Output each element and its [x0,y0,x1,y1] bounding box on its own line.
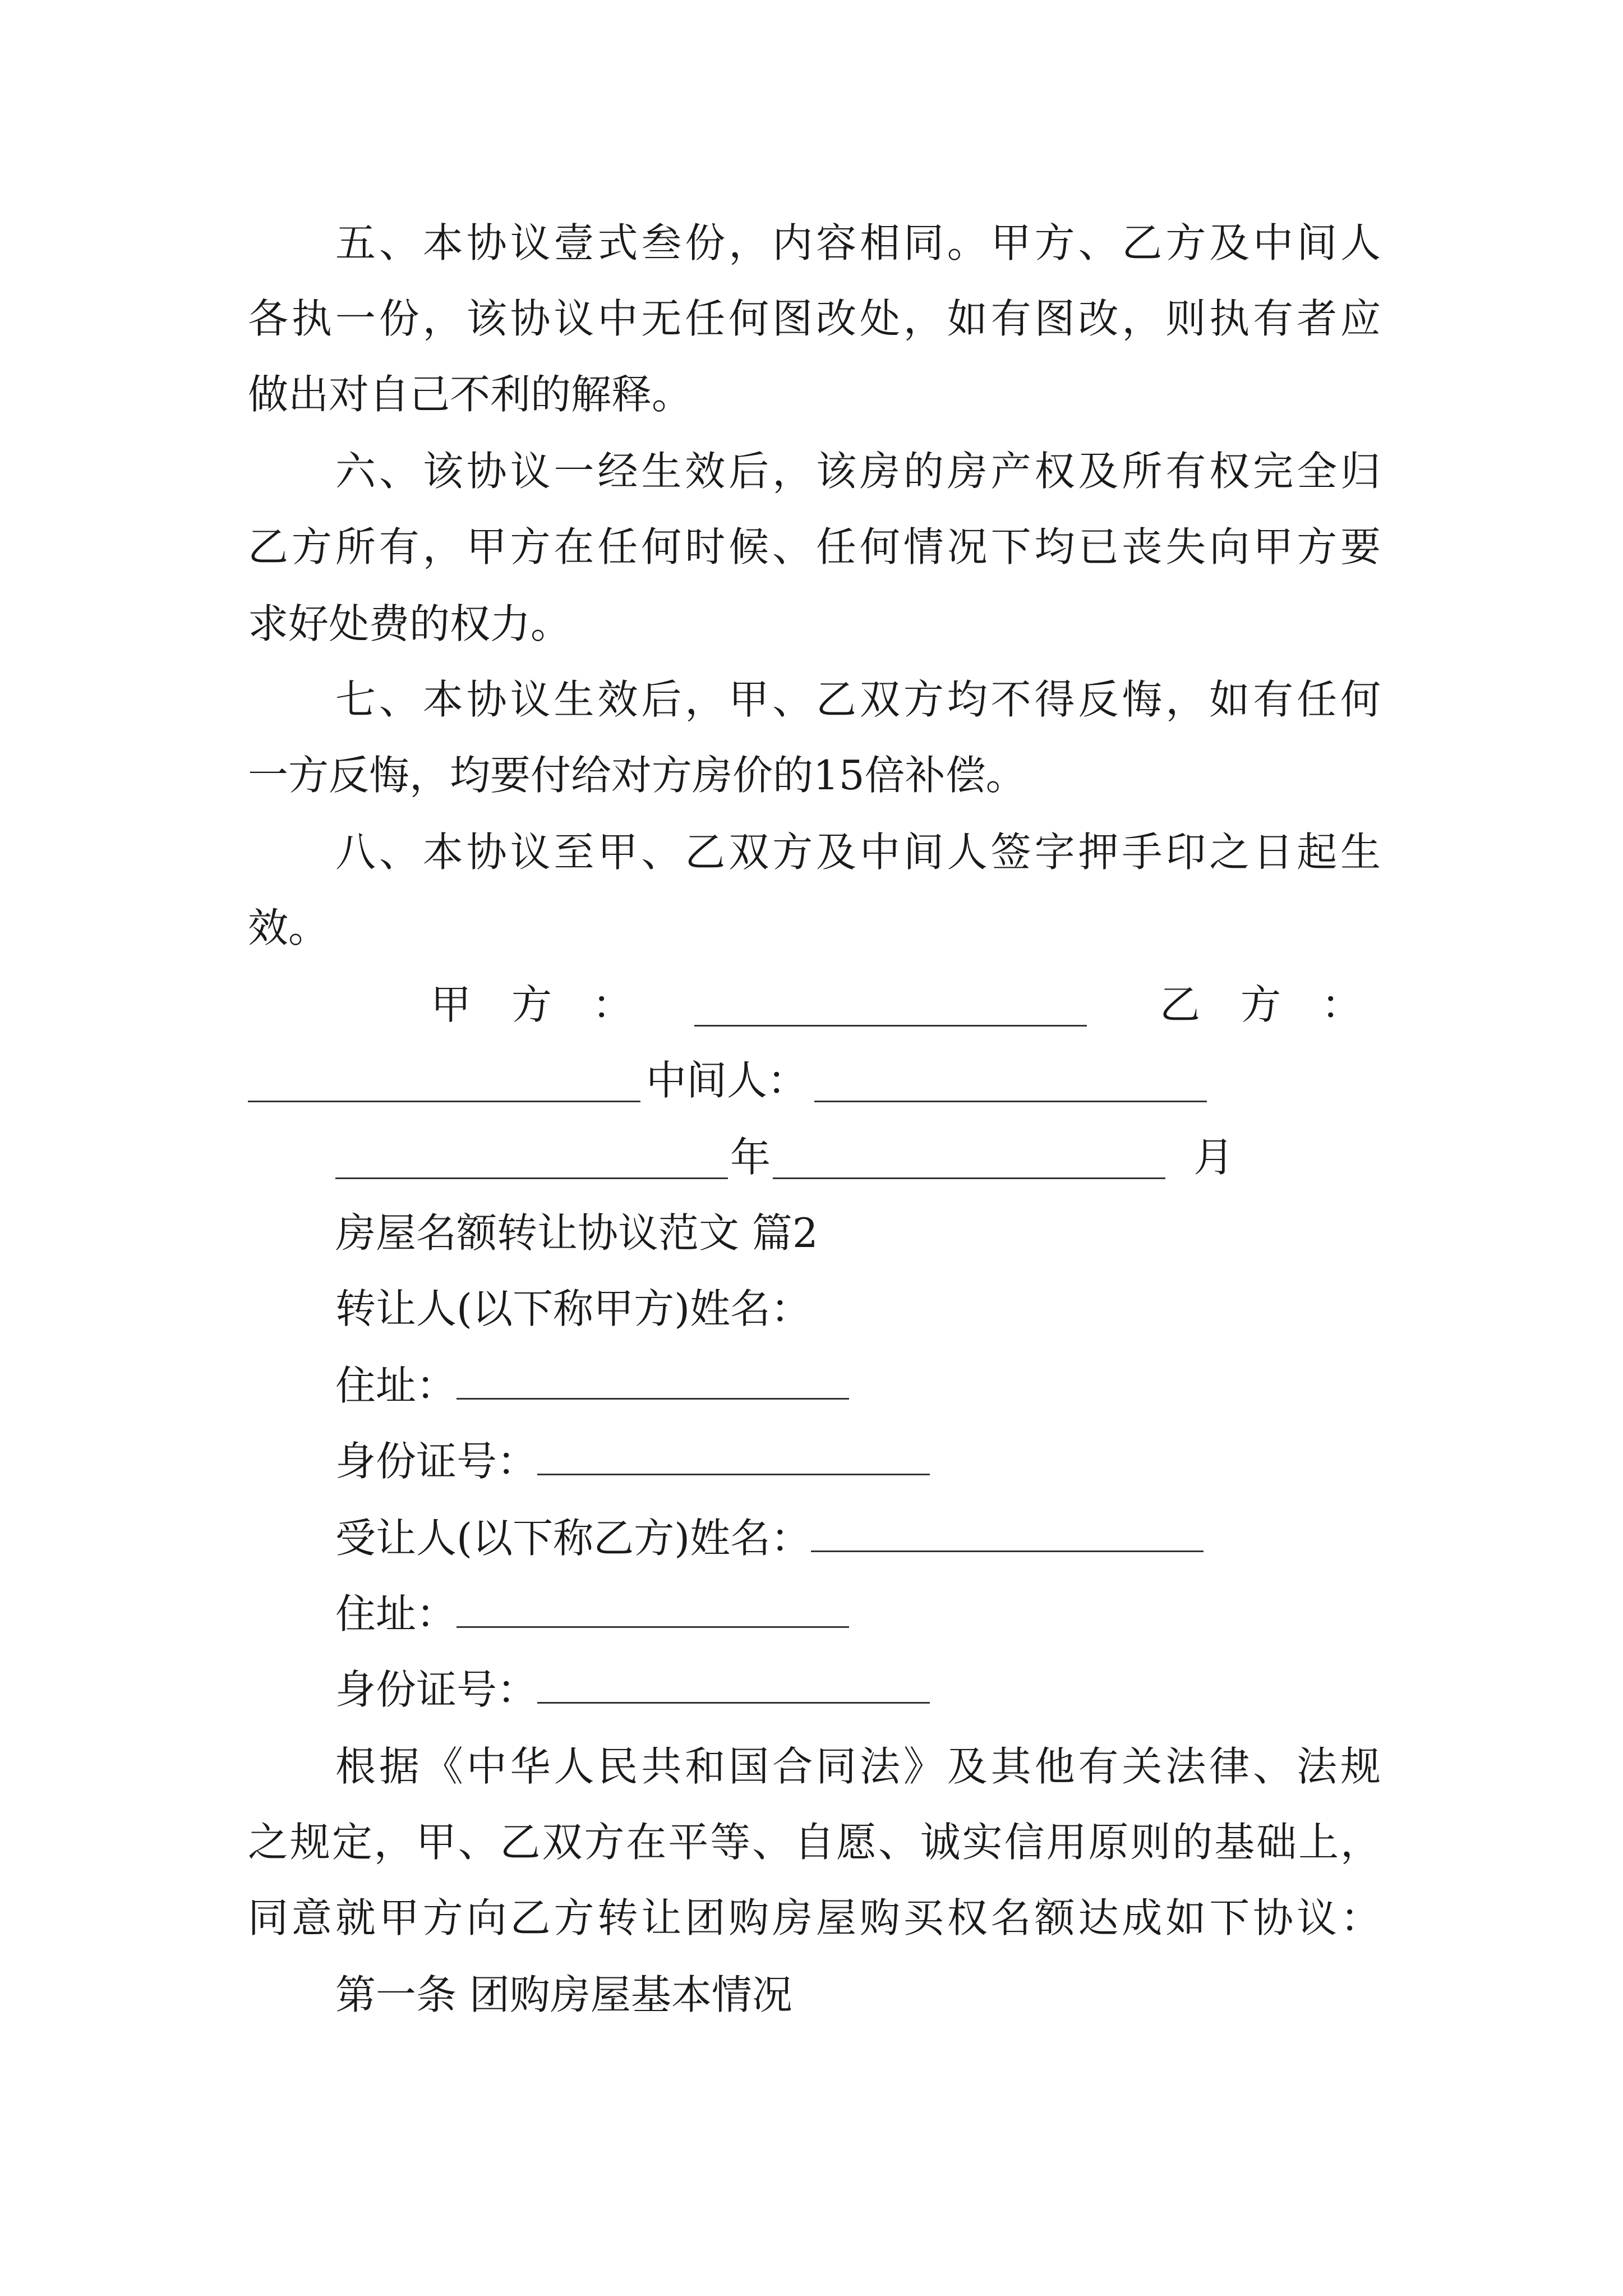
middleman-row [646,1052,808,1108]
section-2-title: 房屋名额转让协议范文 篇2 [335,1209,818,1257]
transferor-id-row [335,1433,1468,1489]
transferor-address-row [335,1358,1468,1414]
clause-5-line-1: 五、本协议壹式叁份，内容相同。甲方、乙方及中间人 [335,219,1381,266]
month-label: 月 [1193,1134,1234,1181]
transferor-address-label: 住址： [335,1362,457,1409]
transferee-name-blank [811,1513,1204,1552]
clause-6-line-3: 求好处费的权力。 [248,600,571,647]
party-b-label: 乙 方 ： [1160,981,1362,1028]
middleman-label: 中间人： [646,1057,808,1104]
clause-8-line-2: 效。 [248,904,329,951]
year-blank [335,1140,728,1179]
clause-6-line-2: 乙方所有，甲方在任何时候、任何情况下均已丧失向甲方要 [248,523,1381,570]
transferee-name-row [335,1510,1468,1566]
article-1-heading: 第一条 团购房屋基本情况 [335,1971,792,2018]
clause-5-line-2: 各执一份，该协议中无任何图改处，如有图改，则执有者应 [248,295,1381,342]
clause-8-line-1: 八、本协议至甲、乙双方及中间人签字押手印之日起生 [335,829,1381,876]
transferee-address-blank [457,1589,849,1628]
year-label-row [730,1129,771,1185]
transferee-address-row [335,1586,1468,1642]
middleman-signature-line [814,1064,1207,1102]
transferor-name-row [335,1281,1468,1337]
transferor-name-label: 转让人(以下称甲方)姓名： [335,1285,811,1332]
clause-7-line-1: 七、本协议生效后，甲、乙双方均不得反悔，如有任何 [335,676,1381,723]
transferor-id-label: 身份证号： [335,1438,538,1485]
clause-7-line-2: 一方反悔，均要付给对方房价的15倍补偿。 [248,752,1026,799]
transferee-name-label: 受让人(以下称乙方)姓名： [335,1515,811,1562]
month-label-row [1193,1129,1234,1185]
transferee-id-row [335,1662,1468,1718]
month-blank [773,1140,1165,1179]
transferee-id-blank [537,1665,930,1704]
year-label: 年 [730,1134,771,1181]
preamble-line-3: 同意就甲方向乙方转让团购房屋购买权名额达成如下协议： [248,1894,1381,1941]
party-a-signature-row [431,977,633,1033]
transferee-address-label: 住址： [335,1590,457,1637]
transferor-id-blank [537,1437,930,1475]
party-b-signature-line [248,1064,640,1102]
party-b-signature-row [1160,977,1362,1033]
party-a-label: 甲 方 ： [431,981,633,1028]
transferor-address-blank [457,1361,849,1400]
party-a-signature-line [694,988,1087,1027]
transferee-id-label: 身份证号： [335,1666,538,1713]
clause-6-line-1: 六、该协议一经生效后，该房的房产权及所有权完全归 [335,448,1381,495]
clause-5-line-3: 做出对自己不利的解释。 [248,371,693,418]
preamble-line-1: 根据《中华人民共和国合同法》及其他有关法律、法规 [335,1743,1381,1790]
preamble-line-2: 之规定，甲、乙双方在平等、自愿、诚实信用原则的基础上， [248,1819,1381,1866]
